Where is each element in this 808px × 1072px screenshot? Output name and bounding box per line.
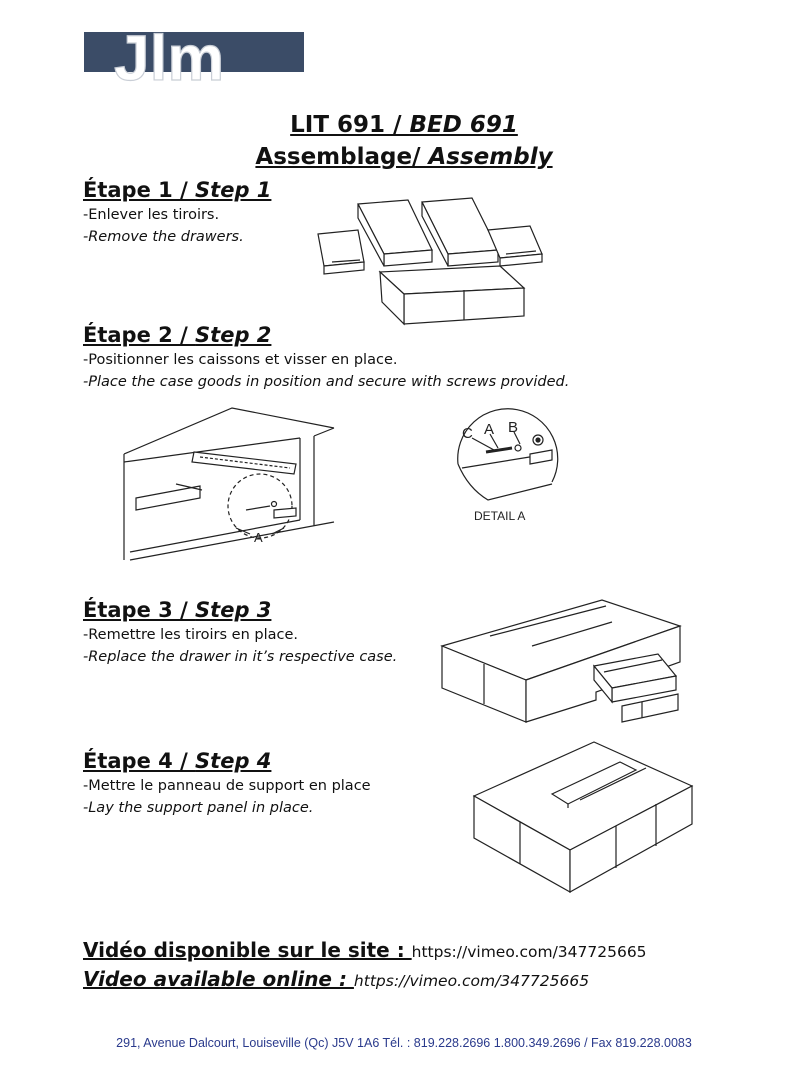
subtitle-fr: Assemblage/ [255,144,429,170]
video-label-en: Video available online : [83,967,354,991]
step-3-text-en: -Replace the drawer in it’s respective case. [83,649,398,665]
title-en: BED 691 [409,112,518,138]
detail-label-b: B [508,419,519,436]
step-1-heading: Étape 1 / Step 1 [83,178,272,202]
step-4-illustration [470,738,696,898]
step-3-illustration [436,596,684,728]
step-3-heading: Étape 3 / Step 3 [83,598,272,622]
step-4-text-fr: -Mettre le panneau de support en place [83,778,371,794]
logo-text: Jlm [114,22,225,94]
step-2-text-en: -Place the case goods in position and secure with screws provided. [83,374,570,390]
step-4-heading: Étape 4 / Step 4 [83,749,272,773]
company-logo [84,18,304,106]
step-2-heading: Étape 2 / Step 2 [83,323,272,347]
detail-a-illustration [448,404,560,530]
step-4-text-en: -Lay the support panel in place. [83,800,314,816]
video-link-en[interactable]: https://vimeo.com/347725665 [353,972,590,990]
step-2-illustration [120,402,338,564]
detail-label-a: A [484,421,495,438]
title-fr: LIT 691 / [290,112,410,138]
step-1-illustration [312,192,552,330]
callout-a-label: A [254,530,263,545]
detail-label-c: C [462,425,473,442]
video-link-fr[interactable]: https://vimeo.com/347725665 [411,943,647,961]
video-line-fr [83,938,647,962]
detail-caption: DETAIL A [474,509,526,523]
step-3-text-fr: -Remettre les tiroirs en place. [83,627,299,643]
page-subtitle [0,144,808,170]
subtitle-en: Assembly [428,144,553,170]
step-1-text-en: -Remove the drawers. [83,229,244,245]
page-title [0,112,808,138]
video-label-fr: Vidéo disponible sur le site : [83,938,412,962]
footer-address: 291, Avenue Dalcourt, Louiseville (Qc) J5V 1A6 Tél. : 819.228.2696 1.800.349.2696 / Fax 819.228.0083 [116,1036,692,1050]
step-1-text-fr: -Enlever les tiroirs. [83,207,220,223]
video-line-en [83,967,589,991]
step-2-text-fr: -Positionner les caissons et visser en place. [83,352,398,368]
